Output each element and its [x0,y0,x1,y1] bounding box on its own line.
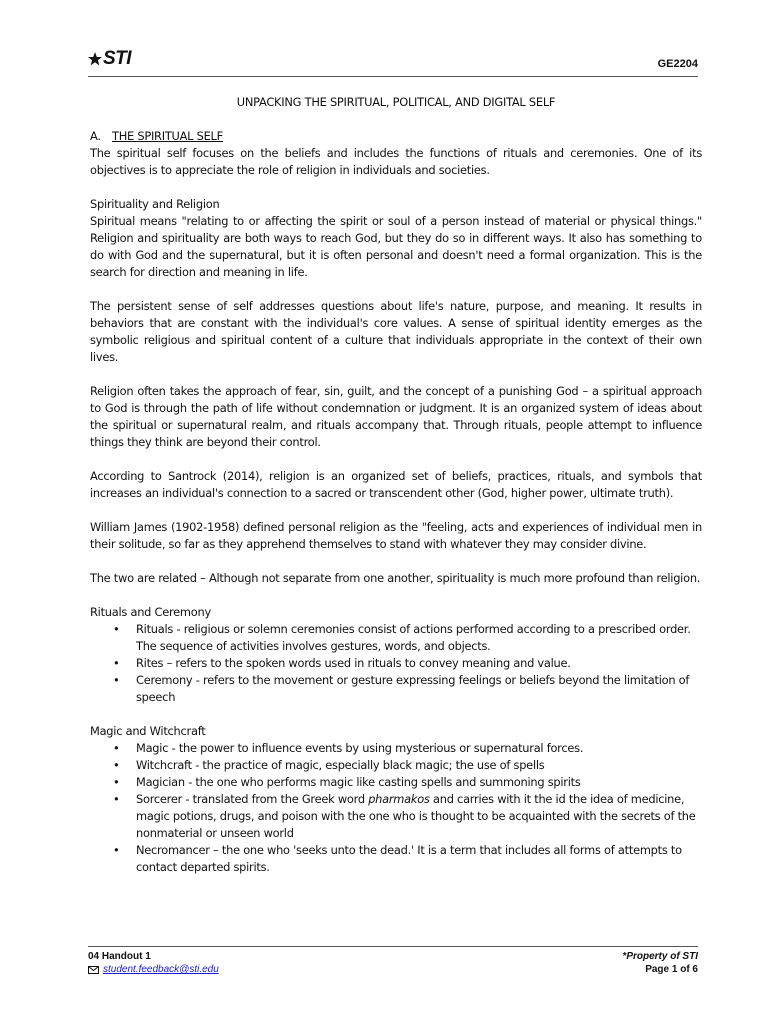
document-code: GE2204 [657,58,698,70]
greek-word: pharmakos [368,792,430,806]
list-item: • Rites – refers to the spoken words used in rituals to convey meaning and value. [90,655,702,672]
paragraph-5: William James (1902-1958) defined personal religion as the "feeling, acts and experiences of individual men in their solitude, so far as they apprehend themselves to stand with whatever they may consider divine. [90,520,702,551]
section-title: THE SPIRITUAL SELF [112,129,223,143]
section-intro: The spiritual self focuses on the beliefs and includes the functions of rituals and ceremonies. One of its objectives is to appreciate the role of religion in individuals and societies. [90,146,702,177]
list-item: • Necromancer – the one who 'seeks unto the dead.' It is a term that includes all forms of attempts to contact departed spirits. [90,842,702,876]
magic-heading: Magic and Witchcraft [90,724,206,738]
sti-logo [88,48,131,70]
list-item: • Magic - the power to influence events by using mysterious or supernatural forces. [90,740,702,757]
header-divider [88,76,698,77]
section-a-heading [90,128,702,145]
magic-list [90,740,702,876]
section-letter: A. [90,129,101,143]
handout-label: 04 Handout 1 [88,951,151,962]
paragraph-2: The persistent sense of self addresses questions about life's nature, purpose, and meaning. It results in behaviors that are constant with the individual's core values. A sense of spiritual identity emerges as the symbolic religious and spiritual content of a culture that individuals appropriate in the context of their own lives. [90,299,702,364]
document-body [90,94,702,876]
footer-divider [88,946,698,947]
paragraph-3: Religion often takes the approach of fear, sin, guilt, and the concept of a punishing God – a spiritual approach to God is through the path of life without condemnation or judgment. It is an organized system of ideas about the spiritual or supernatural realm, and rituals accompany that. Through rituals, people attempt to influence things they think are beyond their control. [90,384,702,449]
list-item-sorcerer: • Sorcerer - translated from the Greek word pharmakos and carries with it the id the idea of medicine, magic potions, drugs, and poison with the one who is thought to be acquainted with the secrets of the nonmaterial or unseen world [90,791,702,842]
rituals-list [90,621,702,706]
page-title: UNPACKING THE SPIRITUAL, POLITICAL, AND DIGITAL SELF [236,95,556,109]
list-item: • Magician - the one who performs magic like casting spells and summoning spirits [90,774,702,791]
property-notice: *Property of STI [622,951,698,962]
paragraph-6: The two are related – Although not separate from one another, spirituality is much more profound than religion. [90,571,701,585]
paragraph-4: According to Santrock (2014), religion is an organized set of beliefs, practices, rituals, and symbols that increases an individual's connection to a sacred or transcendent other (God, higher power, ultimate truth). [90,469,702,500]
list-item: • Rituals - religious or solemn ceremonies consist of actions performed according to a prescribed order. The sequence of activities involves gestures, words, and objects. [90,621,702,655]
envelope-icon [88,966,99,974]
list-item: • Witchcraft - the practice of magic, especially black magic; the use of spells [90,757,702,774]
list-item: • Ceremony - refers to the movement or gesture expressing feelings or beliefs beyond the limitation of speech [90,672,702,706]
page-number: Page 1 of 6 [645,964,698,975]
email-link[interactable]: student.feedback@sti.edu [103,964,219,975]
spirituality-heading: Spirituality and Religion [90,197,220,211]
logo-text: STI [103,48,132,69]
sti-star-icon [88,52,102,66]
rituals-heading: Rituals and Ceremony [90,605,211,619]
footer-email [88,964,219,975]
paragraph-1: Spiritual means "relating to or affecting the spirit or soul of a person instead of material or physical things." Religion and spirituality are both ways to reach God, but they do so in different ways. It also has something to do with God and the supernatural, but it is often personal and doesn't need a formal organization. This is the search for direction and meaning in life. [90,214,702,279]
